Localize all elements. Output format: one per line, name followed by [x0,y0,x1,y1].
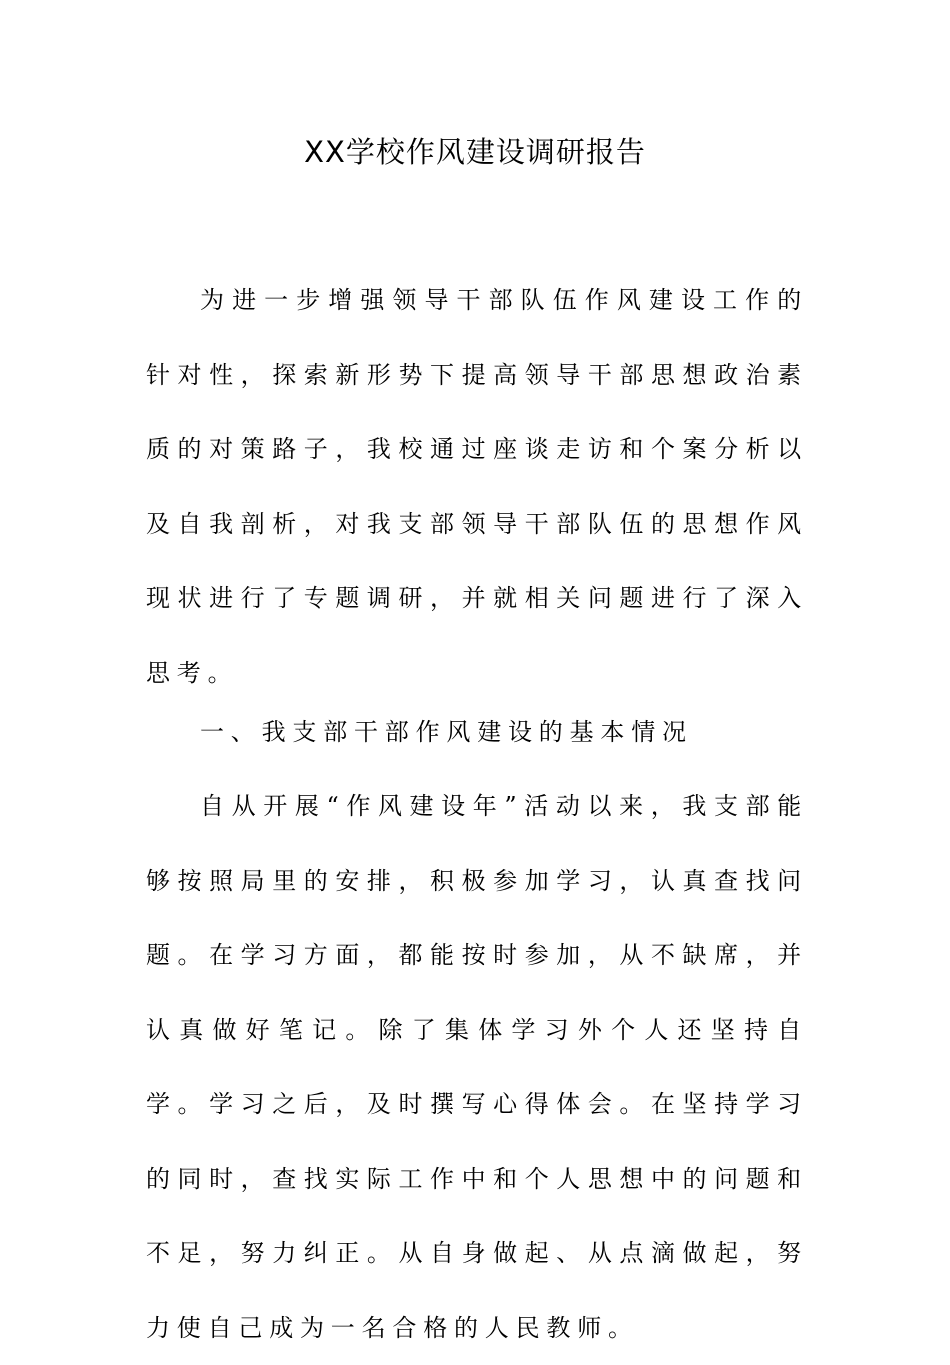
document-title: XX学校作风建设调研报告 [304,135,646,169]
intro-paragraph: 为进一步增强领导干部队伍作风建设工作的针对性，探索新形势下提高领导干部思想政治素质的对策路子，我校通过座谈走访和个案分析以及自我剖析，对我支部领导干部队伍的思想作风现状进行了专题调研，并就相关问题进行了深入思考。 [146,286,808,687]
document-body [146,263,808,1365]
section-paragraph: 自从开展“作风建设年”活动以来，我支部能够按照局里的安排，积极参加学习，认真查找问题。在学习方面，都能按时参加，从不缺席，并认真做好笔记。除了集体学习外个人还坚持自学。学习之后，及时撰写心得体会。在坚持学习的同时，查找实际工作中和个人思想中的问题和不足，努力纠正。从自身做起、从点滴做起，努力使自己成为一名合格的人民教师。 [146,792,808,1342]
section-heading: 一、我支部干部作风建设的基本情况 [200,718,693,746]
